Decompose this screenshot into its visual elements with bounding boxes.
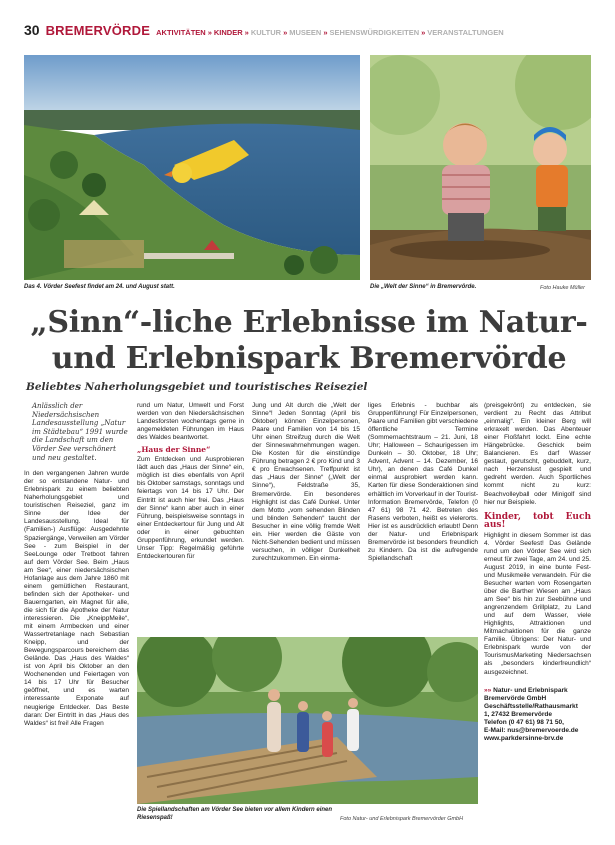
- column-2-text-continued: Zum Entdecken und Ausprobieren lädt auch das „Haus der Sinne“ ein, möglich ist dies ebenfalls von April bis Oktober samstags, sonntags und feiertags von 14 bis 17 Uhr. Der Eintritt ist auch hier frei. Das „Haus der Sinne“ kann aber auch in einer Führung, beispielsweise sonntags in einer Entdeckertour für Jung und Alt oder in einer gebuchten Gruppenführung, erkundet werden. Unser Tipp: Regelmäßig geführte Entdeckertouren für: [137, 456, 244, 560]
- nav-separator: »: [207, 28, 212, 37]
- column-2-text: rund um Natur, Umwelt und Forst werden von den Niedersächsischen Landesforsten wochentags gerne in angemeldeten Führungen im Haus des Waldes beantwortet.: [137, 402, 244, 442]
- kids-photo: [370, 55, 591, 280]
- contact-line: Bremervörde GmbH: [484, 694, 547, 702]
- nav-item-kinder: KINDER: [213, 28, 243, 37]
- section-heading-haus-der-sinne: „Haus der Sinne“: [137, 445, 211, 455]
- column-5-text-continued: Highlight in diesem Sommer ist das 4. Vörder Seefest! Das Gelände rund um den Vörder See wird sich erneut für zwei Tage, am 24. und 25. August 2019, in eine bunte Fest- und Musikmeile verwandeln. Für die Besucher warten vom Rosengarten über die Barther Wiesen am „Haus am See“ bis hin zur Seebühne und angrenzendem Grillplatz, zu Land und auf dem Wasser, viele Highlights, Attraktionen und Mitmachaktionen für die ganze Familie. Übrigens: Der Natur- und Erlebnispark wurde von der TourismusMarketing Niedersachsen als „besonders kinderfreundlich“ ausgezeichnet.: [484, 531, 591, 676]
- contact-email[interactable]: E-Mail: nus@bremervoerde.de: [484, 726, 579, 734]
- lake-aerial-photo: [24, 55, 360, 280]
- column-5-text: (preisgekrönt) zu entdecken, sie verdient zu Recht das Attribut „einmalig“. Ein kleiner Berg will erkraxelt werden. Das Abenteuer einer Floßfahrt lockt. Eine echte Hängebrücke. Geschick beim Balancieren. Es darf Wasser gestaut, gerutscht, gebuddelt, kurz, nach Herzenslust gespielt und gedreht werden. Auch Sportliches kommt nicht zu kurz: Beachvolleyball oder Minigolf sind hier nur Beispiele.: [484, 402, 591, 506]
- nav-item-aktivitaeten: AKTIVITÄTEN: [156, 28, 206, 37]
- page-header: [24, 22, 594, 44]
- playground-photo-credit: Foto Natur- und Erlebnispark Bremervörder GmbH: [340, 816, 464, 822]
- contact-box: [484, 687, 591, 743]
- article-column-4: [368, 402, 478, 563]
- article-column-1: [24, 402, 129, 728]
- article-column-5: [484, 402, 591, 743]
- kids-photo-caption: Die „Welt der Sinne“ in Bremervörde.: [370, 284, 477, 290]
- playground-photo-caption: [137, 806, 347, 822]
- column-4-text: liges Erlebnis - buchbar als Gruppenführung! Für Einzelpersonen, Paare und Familien gibt verschiedene öffentliche Termine (Sommernachtstraum – 21. Juni, 18 Uhr; Halloween – Schaurigessen im Dunkeln – 30. Oktober, 18 Uhr; Advent, Advent – 14. Dezember, 16 Uhr), an denen das Café Dunkel einmal ausprobiert werden kann. Karten für diese Sonderaktionen sind erhältlich im Vorverkauf in der Tourist-Information Bremervörde, Telefon (0 47 61) 98 71 42. Betreten des Rasens verboten, heißt es vielerorts. Hier ist es ausdrücklich erlaubt! Denn der Natur- und Erlebnispark Bremervörde ist besonders freundlich zu Kindern. Da ist die aufregende Spiellandschaft: [368, 402, 478, 562]
- nav-separator: »: [323, 28, 328, 37]
- article-headline: „Sinn“-liche Erlebnisse im Natur- und Erlebnispark Bremervörde: [30, 305, 588, 376]
- nav-item-veranstaltungen: VERANSTALTUNGEN: [427, 28, 504, 37]
- section-heading-kinder: Kinder, tobt Euch aus!: [484, 511, 591, 530]
- page-number: 30: [24, 22, 40, 38]
- contact-line: 1, 27432 Bremervörde: [484, 710, 553, 718]
- column-3-text: Jung und Alt durch die „Welt der Sinne“! Jeden Sonntag (April bis Oktober) können Einzelpersonen, Paare und Familien von 14 bis 15 Uhr einen Streifzug durch die Welt der Sinneswahrnehmungen wagen. Die Kosten für die einstündige Führung betragen 2 € pro Kind und 3 € pro Erwachsenen. Treffpunkt ist das „Haus der Sinne“ („Welt der Sinne“), Feldstraße 35, Bremervörde. Ein besonderes Highlight ist das Café Dunkel. Unter dem Motto „vom sehenden Blinden und blinden Sehenden“ taucht der Besucher in eine völlig fremde Welt ein. Hier werden die Gäste von Nicht-Sehenden bedient und müssen versuchen, in völliger Dunkelheit zurechtzukommen. Ein einma-: [252, 402, 360, 562]
- contact-website[interactable]: www.parkdersinne-brv.de: [484, 734, 564, 742]
- contact-phone: Telefon (0 47 61) 98 71 50,: [484, 718, 564, 726]
- article-column-3: [252, 402, 360, 563]
- playground-caption-text: Die Spiellandschaften am Vörder See bieten vor allem Kindern einen Riesenspaß!: [137, 807, 333, 821]
- kids-photo-credit: Foto Hauke Müller: [540, 285, 585, 291]
- nav-item-kultur: KULTUR: [250, 28, 282, 37]
- article-column-2: [137, 402, 244, 561]
- category-nav: [156, 28, 504, 37]
- contact-line: Natur- und Erlebnispark: [493, 686, 568, 694]
- contact-line: Geschäftsstelle/Rathausmarkt: [484, 702, 578, 710]
- section-title: BREMERVÖRDE: [45, 23, 151, 38]
- nav-item-sehenswuerdigkeiten: SEHENSWÜRDIGKEITEN: [329, 28, 420, 37]
- nav-item-museen: MUSEEN: [289, 28, 322, 37]
- article-intro: Anlässlich der Niedersächsischen Landesausstellung „Natur im Städtebau“ 1991 wurde die Landschaft um den Vörder See verschönert und neu gestaltet.: [32, 402, 128, 462]
- lake-photo-caption: Das 4. Vörder Seefest findet am 24. und August statt.: [24, 284, 175, 290]
- column-1-text: In den vergangenen Jahren wurde der so entstandene Natur- und Erlebnispark zu einem beliebten Naherholungsgebiet und touristischen Reiseziel, ganz im Sinne der Idee der Landesausstellung. Ideal für (Familien-) Ausflüge: Ausgedehnte Spaziergänge, Verweilen am Vörder See - zum Beispiel in der SeeLounge oder Tretboot fahren auf dem Vörder See. Beim „Haus am See“, einer niedersächsischen Hofanlage aus dem Jahre 1860 mit einem gemütlichen Restaurant, befinden sich der Apotheker- und Bauerngarten, ein Magnet für alle, die sich für die Apotheke der Natur interessieren. Die „KneippMeile“, mit einem Armbecken und einer Wassertretanlage nach Sebastian Kneipp, und der Bewegungsparcours bereichern das Gelände. Das „Haus des Waldes“ ist von April bis Oktober an den Wochenenden und Feiertagen von 14 bis 17 Uhr für Besucher geöffnet, und es warten interessante Exponate auf neugierige Entdecker. Das Beste daran: Der Eintritt in das „Haus des Waldes“ ist frei! Alle Fragen: [24, 470, 129, 727]
- playground-photo: [137, 637, 478, 804]
- contact-arrow: »»: [484, 686, 492, 694]
- article-subheadline: Beliebtes Naherholungsgebiet und touristisches Reiseziel: [26, 381, 368, 393]
- nav-separator: »: [244, 28, 249, 37]
- nav-separator: »: [283, 28, 288, 37]
- nav-separator: »: [421, 28, 426, 37]
